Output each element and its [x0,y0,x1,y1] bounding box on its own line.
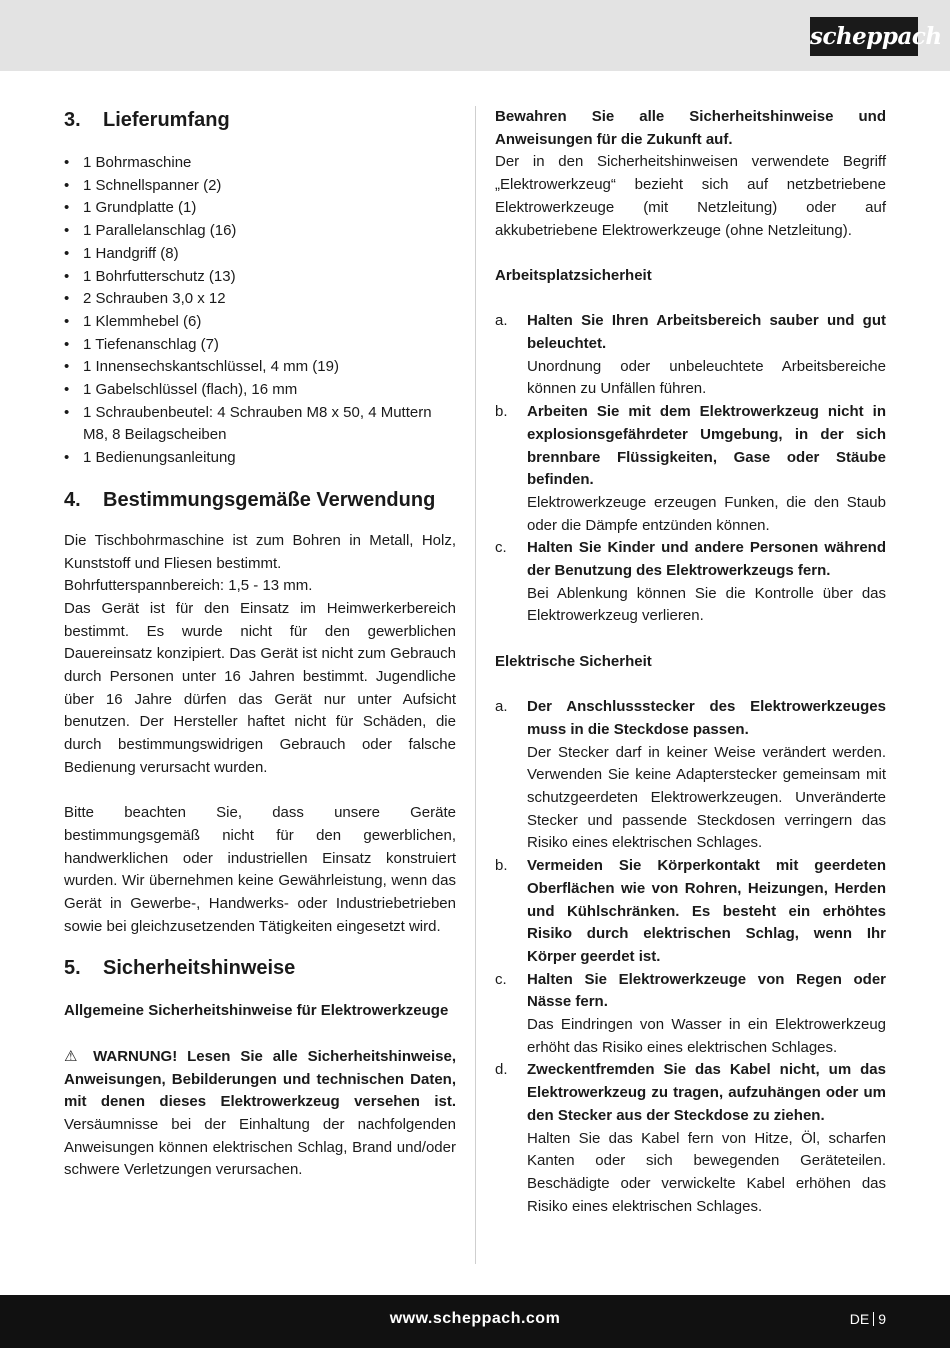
intended-use-paragraph: Die Tischbohrmaschine ist zum Bohren in Metall, Holz, Kunststoff und Fliesen bestimmt. [64,531,456,572]
item-body [527,401,886,537]
workplace-safety-heading: Arbeitsplatzsicherheit [495,266,652,284]
language-code: DE [849,1311,870,1327]
item-lead: Halten Sie Elektrowerkzeuge von Regen oder Nässe fern. [527,970,886,1011]
list-item: • 1 Klemmhebel (6) [64,311,456,334]
item-text: Halten Sie das Kabel fern von Hitze, Öl, scharfen Kanten oder sich bewegenden Geräteteilen. Beschädigte oder verwickelte Kabel erhöhen das Risiko eines elektrischen Schlages. [527,1129,886,1215]
section-number: 5. [64,957,81,980]
warning-paragraph [64,1046,456,1182]
item-lead: Halten Sie Ihren Arbeitsbereich sauber und gut beleuchtet. [527,312,886,352]
column-divider [475,106,476,1264]
page-separator [873,1312,874,1326]
list-item: • 1 Tiefenanschlag (7) [64,334,456,357]
list-item: • 1 Parallelanschlag (16) [64,220,456,243]
safety-item [495,537,886,628]
item-text: Elektrowerkzeuge erzeugen Funken, die den Staub oder die Dämpfe entzünden können. [527,493,886,534]
item-letter: d. [495,1061,508,1079]
keep-instructions-note: Bewahren Sie alle Sicherheitshinweise und Anweisungen für die Zukunft auf. [495,108,886,148]
home-use-paragraph: Das Gerät ist für den Einsatz im Heimwerkerbereich bestimmt. Es wurde nicht für den gewerblichen Dauereinsatz konzipiert. Das Gerät ist nicht zum Gebrauch durch Personen unter 16 Jahren bestimmt. Jugendliche über 16 Jahre dürfen das Gerät nur unter Aufsicht benutzen. Der Hersteller haftet nicht für Schäden, die durch bestimmungswidrigen Gebrauch oder falsche Bedienung verursacht wurden. [64,599,456,776]
section-title: Lieferumfang [103,109,230,131]
item-letter: a. [495,698,508,716]
item-body [527,855,886,969]
item-text: Das Eindringen von Wasser in ein Elektrowerkzeug erhöht das Risiko eines elektrischen Schlages. [527,1016,886,1056]
item-letter: c. [495,539,507,557]
list-item: • 2 Schrauben 3,0 x 12 [64,288,456,311]
section-5-heading [64,954,456,982]
item-body [527,969,886,1060]
warranty-paragraph: Bitte beachten Sie, dass unsere Geräte bestimmungsgemäß nicht für den gewerblichen, handwerklichen oder industriellen Einsatz konstruiert wurden. Wir übernehmen keine Gewährleistung, wenn das Gerät in Gewerbe-, Handwerks- oder Industriebetrieben sowie bei gleichzusetzenden Tätigkeiten eingesetzt wird. [64,804,456,935]
item-body [527,1059,886,1218]
section-number: 3. [64,109,81,131]
section-title: Sicherheitshinweise [103,957,296,980]
item-lead: Arbeiten Sie mit dem Elektrowerkzeug nicht in explosionsgefährdeter Umgebung, in der sich brennbare Flüssigkeiten, Gase oder Stäube befinden. [527,403,886,489]
warning-text: Versäumnisse bei der Einhaltung der nachfolgenden Anweisungen können elektrischen Schlag, Brand und/oder schwere Verletzungen verursachen. [64,1115,456,1179]
left-column [64,106,456,1182]
list-item: • 1 Bohrfutterschutz (13) [64,266,456,289]
scope-of-delivery-list [64,152,456,470]
list-item: • 1 Bedienungsanleitung [64,447,456,470]
safety-item [495,1059,886,1218]
item-lead: Halten Sie Kinder und andere Personen während der Benutzung des Elektrowerkzeugs fern. [527,539,886,580]
item-text: Bei Ablenkung können Sie die Kontrolle über das Elektrowerkzeug verlieren. [527,584,886,625]
list-item: • 1 Grundplatte (1) [64,197,456,220]
list-item: • 1 Innensechskantschlüssel, 4 mm (19) [64,356,456,379]
electrical-safety-list [495,696,886,1218]
power-tool-definition: Der in den Sicherheitshinweisen verwendete Begriff „Elektrowerkzeug“ bezieht sich auf netzbetriebene Elektrowerkzeuge (mit Netzleitung) oder auf akkubetriebene Elektrowerkzeuge (ohne Netzleitung). [495,153,886,239]
section-3-heading [64,106,456,134]
safety-item [495,310,886,401]
brand-logo: scheppach [810,17,918,56]
general-safety-subheading: Allgemeine Sicherheitshinweise für Elektrowerkzeuge [64,1002,449,1020]
item-lead: Vermeiden Sie Körperkontakt mit geerdeten Oberflächen wie von Rohren, Heizungen, Herden und Kühlschränken. Es besteht ein erhöhtes Risiko durch elektrischen Schlag, wenn Ihr Körper geerdet ist. [527,857,886,965]
item-lead: Der Anschlussstecker des Elektrowerkzeuges muss in die Steckdose passen. [527,698,886,738]
safety-item [495,696,886,855]
item-text: Der Stecker darf in keiner Weise verändert werden. Verwenden Sie keine Adapterstecker gemeinsam mit schutzgeerdeten Elektrowerkzeugen. Unveränderte Stecker und passende Steckdosen verringern das Risiko eines elektrischen Schlages. [527,743,886,852]
item-letter: b. [495,403,508,421]
item-text: Unordnung oder unbeleuchtete Arbeitsbereiche können zu Unfällen führen. [527,357,886,398]
item-body [527,696,886,855]
item-body [527,310,886,401]
page-indicator [850,1295,886,1343]
list-item: • 1 Bohrmaschine [64,152,456,175]
section-number: 4. [64,488,81,511]
safety-item [495,855,886,969]
list-item: • 1 Handgriff (8) [64,243,456,266]
right-column [495,106,886,1218]
chuck-range-line: Bohrfutterspannbereich: 1,5 - 13 mm. [64,577,313,595]
warning-bold-text: WARNUNG! Lesen Sie alle Sicherheitshinweise, Anweisungen, Bebilderungen und technischen Daten, mit denen dieses Elektrowerkzeug versehen ist. [64,1047,457,1111]
electrical-safety-heading: Elektrische Sicherheit [495,652,652,670]
section-4-heading [64,486,456,514]
safety-item [495,401,886,537]
warning-triangle-icon: ⚠ [64,1047,84,1065]
item-lead: Zweckentfremden Sie das Kabel nicht, um das Elektrowerkzeug zu tragen, aufzuhängen oder um den Stecker aus der Steckdose zu ziehen. [527,1061,886,1124]
section-title: Bestimmungsgemäße Verwendung [103,488,436,511]
page-number: 9 [878,1311,886,1327]
footer-website: www.scheppach.com [389,1310,561,1327]
header-band [0,0,950,71]
list-item: • 1 Schraubenbeutel: 4 Schrauben M8 x 50, 4 Muttern M8, 8 Beilagscheiben [64,402,456,447]
safety-item [495,969,886,1060]
item-letter: b. [495,857,508,875]
item-letter: a. [495,312,508,330]
list-item: • 1 Schnellspanner (2) [64,175,456,198]
item-body [527,537,886,628]
item-letter: c. [495,970,507,988]
list-item: • 1 Gabelschlüssel (flach), 16 mm [64,379,456,402]
workplace-safety-list [495,310,886,628]
